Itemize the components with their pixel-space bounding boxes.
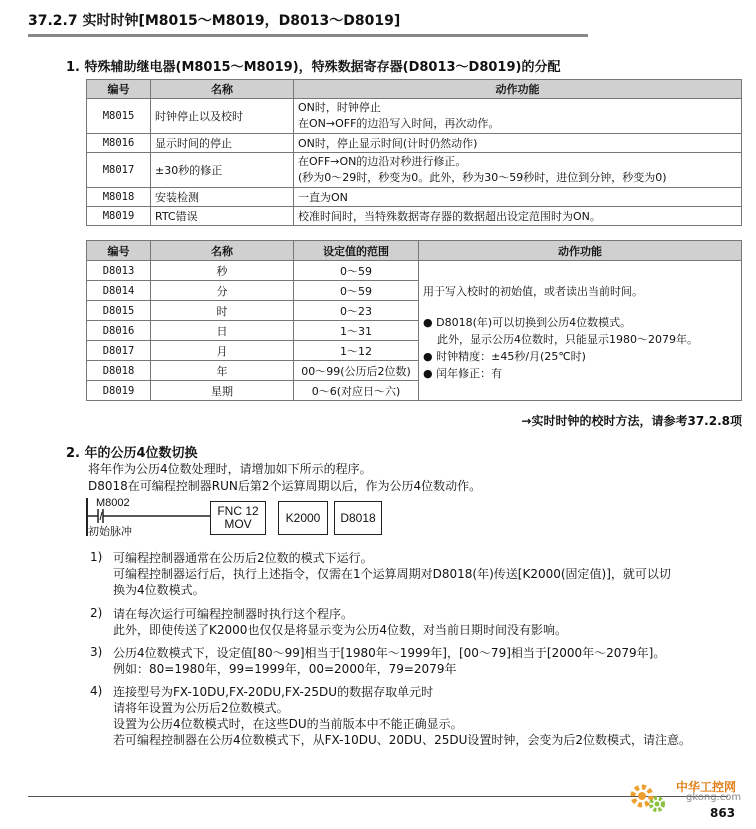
gear-logo-icon xyxy=(628,780,668,816)
cell-range: 0～59 xyxy=(294,281,419,301)
cell-name: 显示时间的停止 xyxy=(151,134,294,153)
cell-id: M8016 xyxy=(87,134,151,153)
table-row xyxy=(87,99,742,134)
note-number: 4) xyxy=(90,684,103,698)
bullet-item: ● 闰年修正：有 xyxy=(423,367,503,380)
bullet-text: 闰年修正：有 xyxy=(436,367,503,380)
source-operand-box xyxy=(278,501,328,535)
cell-name: 日 xyxy=(151,321,294,341)
destination-operand: D8018 xyxy=(340,510,376,525)
paragraph: 将年作为公历4位数处理时，请增加如下所示的程序。 xyxy=(88,462,372,476)
note-line: 连接型号为FX-10DU,FX-20DU,FX-25DU的数据存取单元时 xyxy=(113,685,434,699)
register-table xyxy=(86,240,742,401)
note-line: 可编程控制器运行后，执行上述指令，仅需在1个运算周期对D8018(年)传送[K2000(固定值)]，就可以切 xyxy=(113,567,671,581)
cell-name: ±30秒的修正 xyxy=(151,153,294,188)
cell-name: 时 xyxy=(151,301,294,321)
table-row xyxy=(87,207,742,226)
contact-label: 初始脉冲 xyxy=(88,525,132,538)
part1-heading: 1. 特殊辅助继电器(M8015～M8019)，特殊数据寄存器(D8013～D8019)的分配 xyxy=(66,60,561,75)
table-row xyxy=(87,188,742,207)
note-line: 请在每次运行可编程控制器时执行这个程序。 xyxy=(113,607,354,621)
col-header-id: 编号 xyxy=(87,241,151,261)
table-header-row xyxy=(87,241,742,261)
function-line: ON时，时钟停止 xyxy=(298,101,381,114)
table-row xyxy=(87,153,742,188)
cell-id: D8018 xyxy=(87,361,151,381)
bullet-continuation: 此外，显示公历4位数时，只能显示1980～2079年。 xyxy=(437,333,698,346)
bullet-text: 时钟精度：±45秒/月(25℃时) xyxy=(436,350,586,363)
cell-function: 校准时间时，当特殊数据寄存器的数据超出设定范围时为ON。 xyxy=(294,207,742,226)
cell-range: 0～23 xyxy=(294,301,419,321)
cell-name: 分 xyxy=(151,281,294,301)
note-line: 例如：80=1980年，99=1999年，00=2000年，79=2079年 xyxy=(113,662,457,676)
col-header-function: 动作功能 xyxy=(419,241,742,261)
note-line: 设置为公历4位数模式时，在这些DU的当前版本中不能正确显示。 xyxy=(113,717,463,731)
cell-range: 00～99(公历后2位数) xyxy=(294,361,419,381)
cell-name: 时钟停止以及校时 xyxy=(151,99,294,134)
cross-reference: →实时时钟的校时方法，请参考37.2.8项 xyxy=(521,414,742,428)
table-row xyxy=(87,134,742,153)
section-title: 37.2.7 实时时钟[M8015～M8019，D8013～D8019] xyxy=(28,13,401,29)
col-header-function: 动作功能 xyxy=(294,80,742,99)
cell-id: M8017 xyxy=(87,153,151,188)
cell-function: 一直为ON xyxy=(294,188,742,207)
cell-id: D8016 xyxy=(87,321,151,341)
bullet-item: ● 时钟精度：±45秒/月(25℃时) xyxy=(423,350,586,363)
note-body xyxy=(113,606,567,638)
instruction-box xyxy=(210,501,266,535)
note-body xyxy=(113,684,691,748)
cell-name: 年 xyxy=(151,361,294,381)
cell-name: 月 xyxy=(151,341,294,361)
col-header-id: 编号 xyxy=(87,80,151,99)
cell-range: 1～31 xyxy=(294,321,419,341)
table-header-row xyxy=(87,80,742,99)
cell-function xyxy=(294,153,742,188)
cell-id: M8019 xyxy=(87,207,151,226)
source-operand: K2000 xyxy=(285,510,321,525)
note-line: 若可编程控制器在公历4位数模式下，从FX-10DU、20DU、25DU设置时钟，会变为后2位数模式，请注意。 xyxy=(113,733,692,747)
note-body xyxy=(113,550,671,598)
cell-range: 0～59 xyxy=(294,261,419,281)
contact-address: M8002 xyxy=(96,497,130,509)
bullet-text: D8018(年)可以切换到公历4位数模式。 xyxy=(436,316,632,329)
cell-range: 0～6(对应日～六) xyxy=(294,381,419,401)
cell-name: RTC错误 xyxy=(151,207,294,226)
footer-rule xyxy=(28,796,728,797)
note-number: 1) xyxy=(90,550,103,564)
note-number: 2) xyxy=(90,606,103,620)
function-line: (秒为0～29时，秒变为0。此外，秒为30～59秒时，进位到分钟，秒变为0) xyxy=(298,171,667,184)
note-line: 请将年设置为公历后2位数模式。 xyxy=(113,701,289,715)
cell-function xyxy=(294,99,742,134)
col-header-name: 名称 xyxy=(151,80,294,99)
fnc-number: FNC 12 xyxy=(217,504,259,518)
note-number: 3) xyxy=(90,645,103,659)
cell-name: 安装检测 xyxy=(151,188,294,207)
col-header-range: 设定值的范围 xyxy=(294,241,419,261)
function-line: 在ON→OFF的边沿写入时间，再次动作。 xyxy=(298,117,500,130)
table-row xyxy=(87,261,742,281)
cell-id: D8019 xyxy=(87,381,151,401)
relay-table xyxy=(86,79,742,226)
cell-name: 星期 xyxy=(151,381,294,401)
cell-function xyxy=(419,261,742,401)
note-line: 此外，即使传送了K2000也仅仅是将显示变为公历4位数，对当前日期时间没有影响。 xyxy=(113,623,568,637)
bullet-item: ● D8018(年)可以切换到公历4位数模式。 xyxy=(423,316,632,329)
note-body xyxy=(113,645,665,677)
function-intro: 用于写入校时的初始值，或者读出当前时间。 xyxy=(423,285,643,298)
note-line: 可编程控制器通常在公历后2位数的模式下运行。 xyxy=(113,551,373,565)
cell-id: D8015 xyxy=(87,301,151,321)
cell-name: 秒 xyxy=(151,261,294,281)
note-line: 换为4位数模式。 xyxy=(113,583,205,597)
function-line: 在OFF→ON的边沿对秒进行修正。 xyxy=(298,155,467,168)
col-header-name: 名称 xyxy=(151,241,294,261)
page-number: 863 xyxy=(710,806,736,820)
destination-operand-box xyxy=(334,501,382,535)
cell-id: D8017 xyxy=(87,341,151,361)
note-line: 公历4位数模式下，设定值[80～99]相当于[1980年～1999年]，[00～79]相当于[2000年～2079年]。 xyxy=(113,646,666,660)
cell-id: D8013 xyxy=(87,261,151,281)
instruction-name: MOV xyxy=(224,517,252,531)
part2-heading: 2. 年的公历4位数切换 xyxy=(66,446,198,461)
cell-id: M8018 xyxy=(87,188,151,207)
watermark-url: gkong.com xyxy=(686,792,742,803)
section-rule xyxy=(28,34,588,37)
cell-range: 1～12 xyxy=(294,341,419,361)
paragraph: D8018在可编程控制器RUN后第2个运算周期以后，作为公历4位数动作。 xyxy=(88,479,482,493)
ladder-diagram xyxy=(86,498,386,543)
cell-id: M8015 xyxy=(87,99,151,134)
cell-function: ON时，停止显示时间(计时仍然动作) xyxy=(294,134,742,153)
cell-id: D8014 xyxy=(87,281,151,301)
watermark-name: 中华工控网 xyxy=(676,780,737,794)
